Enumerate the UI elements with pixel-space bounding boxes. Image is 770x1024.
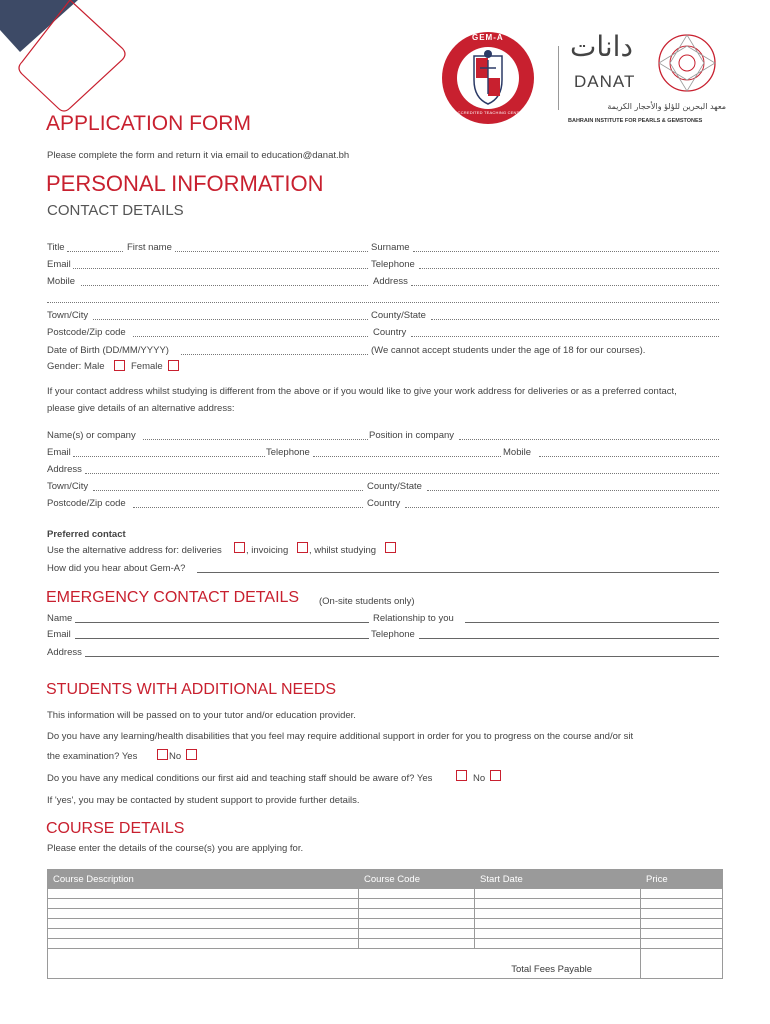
cell[interactable] [641,929,723,939]
emergency-name-label: Name [47,613,73,624]
cell[interactable] [359,909,475,919]
hear-field[interactable] [197,563,719,573]
form-instruction: Please complete the form and return it via email to education@danat.bh [47,150,350,161]
col-start-date: Start Date [475,870,641,889]
gender-male-label: Gender: Male [47,361,105,372]
gema-top-text: GEM-A [472,33,504,42]
alt-telephone-label: Telephone [266,447,310,458]
town-field[interactable] [93,310,368,320]
table-row [48,909,723,919]
hear-label: How did you hear about Gem-A? [47,563,186,574]
needs-q2: Do you have any medical conditions our first aid and teaching staff should be aware of? Yes [47,773,433,784]
row-alt-postcode [47,498,719,512]
dob-label: Date of Birth (DD/MM/YYYY) [47,345,169,356]
cell[interactable] [359,939,475,949]
cell[interactable] [641,919,723,929]
relationship-label: Relationship to you [373,613,454,624]
course-table [47,869,723,979]
row-emergency-address [47,647,719,661]
alt-county-field[interactable] [427,481,719,491]
row-needs-q2 [47,773,719,787]
emergency-address-field[interactable] [85,647,719,657]
alt-address-field[interactable] [85,464,719,474]
female-label: Female [131,361,163,372]
course-heading: COURSE DETAILS [46,820,185,837]
cell[interactable] [641,899,723,909]
emergency-heading: EMERGENCY CONTACT DETAILS [46,589,300,606]
invoicing-label: , invoicing [246,545,289,556]
age-note: (We cannot accept students under the age of 18 for our courses). [371,345,646,356]
corner-decoration [0,0,200,120]
row-emergency-name [47,613,719,627]
personal-heading: PERSONAL INFORMATION [46,171,324,196]
cell[interactable] [48,889,359,899]
postcode-field[interactable] [133,327,368,337]
cell[interactable] [359,899,475,909]
row-postcode [47,327,719,341]
col-course-description: Course Description [48,870,359,889]
col-course-code: Course Code [359,870,475,889]
table-row [48,929,723,939]
row-mobile [47,276,719,290]
row-dob [47,345,719,359]
female-checkbox[interactable] [168,360,179,371]
cell[interactable] [48,899,359,909]
corner-triangle [0,0,78,52]
county-label: County/State [371,310,426,321]
address-continuation-field[interactable] [47,293,719,303]
county-field[interactable] [431,310,719,320]
needs-q1-line2: the examination? Yes [47,751,138,762]
cell[interactable] [48,939,359,949]
emergency-note: (On-site students only) [319,596,415,607]
cell[interactable] [48,909,359,919]
alt-country-label: Country [367,498,401,509]
needs-info: This information will be passed on to your tutor and/or education provider. [47,710,356,721]
table-row [48,889,723,899]
row-alt-address [47,464,719,478]
cell[interactable] [475,919,641,929]
table-row [48,919,723,929]
dob-field[interactable] [181,345,368,355]
danat-text: DANAT [574,72,636,91]
town-label: Town/City [47,310,89,321]
names-company-field[interactable] [143,430,368,440]
emergency-telephone-field[interactable] [419,629,719,639]
emergency-name-field[interactable] [75,613,369,623]
row-needs-q1 [47,751,719,765]
cell[interactable] [475,899,641,909]
cell[interactable] [641,889,723,899]
cell[interactable] [48,919,359,929]
needs-followup: If 'yes', you may be contacted by student support to provide further details. [47,795,360,806]
table-row [48,899,723,909]
use-alt-label: Use the alternative address for: deliveries [47,545,222,556]
alt-mobile-field[interactable] [539,447,719,457]
surname-field[interactable] [413,242,719,252]
male-checkbox[interactable] [114,360,125,371]
first-name-field[interactable] [175,242,368,252]
address-label: Address [373,276,408,287]
gema-logo [440,30,536,126]
danat-emblem [656,32,718,94]
emergency-email-label: Email [47,629,71,640]
alt-telephone-field[interactable] [313,447,501,457]
surname-label: Surname [371,242,410,253]
telephone-field[interactable] [419,259,719,269]
alt-note-line2: please give details of an alternative address: [47,403,235,414]
position-field[interactable] [459,430,719,440]
alt-town-label: Town/City [47,481,89,492]
emergency-telephone-label: Telephone [371,629,415,640]
gema-ring-text: ACCREDITED TEACHING CENTRE [454,110,526,115]
first-name-label: First name [127,242,172,253]
needs-q1-line1: Do you have any learning/health disabilities that you feel may require additional support in order for you to progress on the course and/or sit [47,731,634,742]
total-fees-label: Total Fees Payable [511,964,592,975]
q2-no-label: No [473,773,486,784]
country-label: Country [373,327,407,338]
cell[interactable] [641,909,723,919]
emergency-email-field[interactable] [75,629,369,639]
mobile-field[interactable] [81,276,368,286]
row-town [47,310,719,324]
studying-checkbox[interactable] [385,542,396,553]
address-field[interactable] [411,276,719,286]
form-title: APPLICATION FORM [46,112,251,135]
row-gender [47,361,719,375]
deliveries-checkbox[interactable] [234,542,245,553]
alt-email-field[interactable] [73,447,265,457]
cell[interactable] [359,919,475,929]
alt-mobile-label: Mobile [503,447,531,458]
alt-county-label: County/State [367,481,422,492]
danat-arabic-text: دانات [570,30,633,63]
total-row [48,949,723,979]
preferred-contact-heading: Preferred contact [47,529,126,540]
row-emergency-email [47,629,719,643]
logo-divider [558,46,559,110]
q2-no-checkbox[interactable] [490,770,501,781]
alt-note-line1: If your contact address whilst studying is different from the above or if you would like to give your work address for deliveries or as a preferred contact, [47,386,677,397]
course-instruction: Please enter the details of the course(s) you are applying for. [47,843,304,854]
emergency-address-label: Address [47,647,82,658]
row-address-cont [47,293,719,307]
cell[interactable] [359,929,475,939]
total-fees-field[interactable] [641,949,723,979]
course-table-header [48,870,723,889]
row-preferred [47,545,719,559]
row-alt-names [47,430,719,444]
email-label: Email [47,259,71,270]
alt-postcode-field[interactable] [133,498,363,508]
q1-no-checkbox[interactable] [186,749,197,760]
row-alt-town [47,481,719,495]
contact-subheading: CONTACT DETAILS [47,202,184,219]
cell[interactable] [475,909,641,919]
row-name [47,242,719,256]
title-label: Title [47,242,65,253]
cell[interactable] [475,939,641,949]
invoicing-checkbox[interactable] [297,542,308,553]
cell[interactable] [475,929,641,939]
cell[interactable] [48,929,359,939]
cell[interactable] [641,939,723,949]
email-field[interactable] [73,259,368,269]
telephone-label: Telephone [371,259,415,270]
alt-postcode-label: Postcode/Zip code [47,498,126,509]
studying-label: , whilst studying [309,545,377,556]
q1-no-label: No [169,751,182,762]
alt-email-label: Email [47,447,71,458]
row-alt-email [47,447,719,461]
col-price: Price [641,870,723,889]
title-field[interactable] [67,242,123,252]
cell[interactable] [359,889,475,899]
danat-arabic-sub: معهد البحرين للؤلؤ والأحجار الكريمة [607,102,726,111]
country-field[interactable] [411,327,719,337]
needs-heading: STUDENTS WITH ADDITIONAL NEEDS [46,681,337,698]
position-label: Position in company [369,430,455,441]
alt-address-label: Address [47,464,82,475]
row-email [47,259,719,273]
q2-yes-checkbox[interactable] [456,770,467,781]
postcode-label: Postcode/Zip code [47,327,126,338]
row-hear [47,563,719,577]
cell[interactable] [475,889,641,899]
q1-yes-checkbox[interactable] [157,749,168,760]
table-row [48,939,723,949]
relationship-field[interactable] [465,613,719,623]
alt-country-field[interactable] [405,498,719,508]
alt-town-field[interactable] [93,481,363,491]
mobile-label: Mobile [47,276,75,287]
total-label-cell [48,949,641,979]
danat-logo [568,30,738,130]
danat-sub-text: BAHRAIN INSTITUTE FOR PEARLS & GEMSTONES [568,118,703,124]
names-company-label: Name(s) or company [47,430,136,441]
